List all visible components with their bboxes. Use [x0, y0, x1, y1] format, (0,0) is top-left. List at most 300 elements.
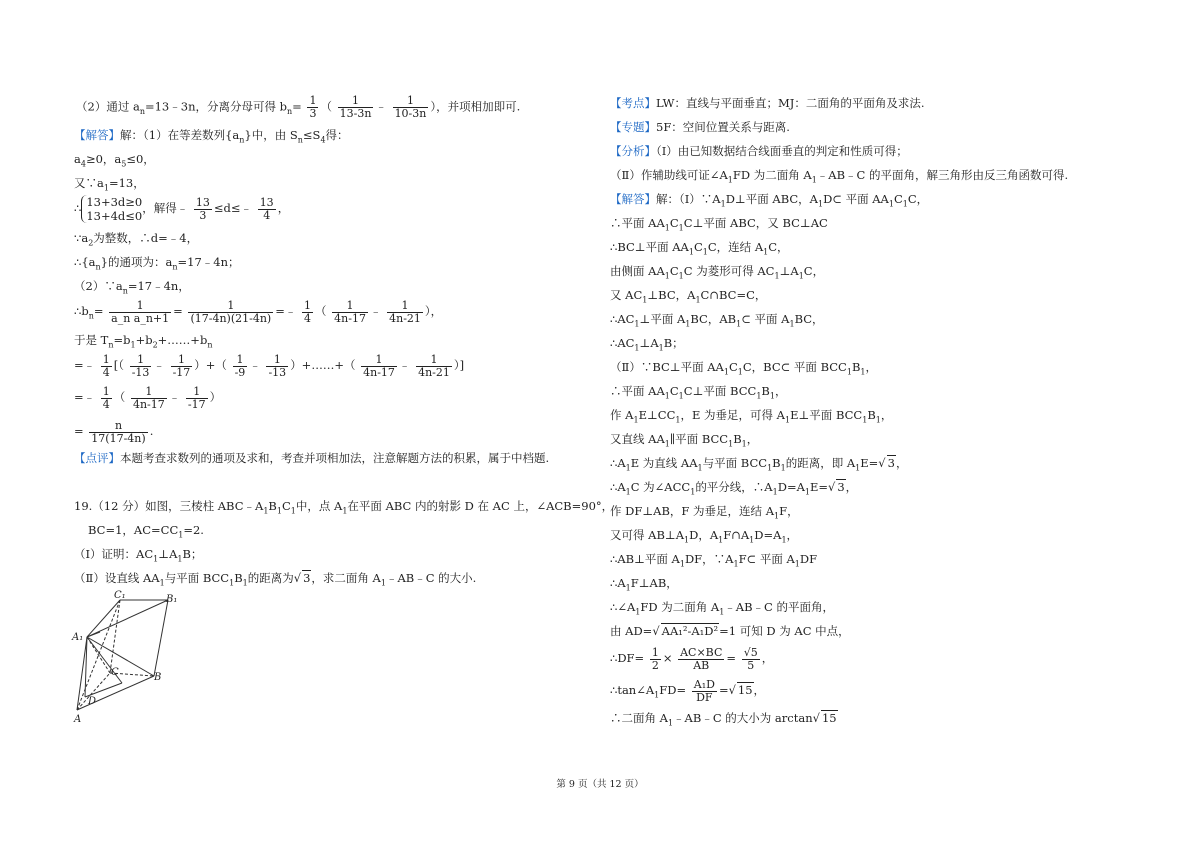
- sqrt: √ 3: [878, 456, 895, 470]
- text: =﹣: [74, 390, 96, 404]
- text: ，E 为垂足，可得 A: [680, 408, 785, 422]
- solution-line: [74, 278, 190, 299]
- question-19: [74, 498, 613, 519]
- text: 解：（1）在等差数列{a: [120, 128, 240, 142]
- analysis-part2: [610, 167, 1068, 188]
- sub: 1: [736, 319, 742, 329]
- text: =13，: [108, 176, 145, 190]
- text: ）: [209, 390, 222, 404]
- fraction: $\frac{1}{4n-21}$: [389, 298, 421, 325]
- text: ⊥平面 A: [639, 312, 686, 326]
- sub: 1: [263, 506, 269, 516]
- tan-formula: [610, 676, 765, 709]
- solution-tag: 【解答】: [74, 128, 120, 142]
- text: 得：: [325, 128, 349, 142]
- sub: 1: [177, 554, 183, 564]
- text: ，: [865, 360, 877, 374]
- text: ∴∠A: [610, 600, 636, 614]
- text: ，: [845, 480, 858, 494]
- sub: 1: [664, 439, 670, 449]
- sub: 1: [159, 578, 165, 588]
- text: BC，AB: [690, 312, 737, 326]
- sub: 1: [695, 295, 701, 305]
- text: 又可得 AB⊥A: [610, 528, 685, 542]
- text: .: [149, 424, 154, 438]
- text: C，: [768, 240, 789, 254]
- solution-line: [74, 230, 198, 251]
- text: E 为直线 AA: [630, 456, 698, 470]
- text: ﹣: [398, 358, 411, 372]
- sub: 1: [794, 559, 800, 569]
- analysis: [610, 143, 908, 159]
- text: ﹣AB﹣C 的平面角，解三角形由反三角函数可得.: [816, 168, 1069, 182]
- sub: 1: [642, 295, 648, 305]
- text: ﹣: [249, 358, 261, 372]
- sub: 1: [664, 391, 670, 401]
- solution-line: [610, 503, 799, 524]
- text: F，: [779, 504, 799, 518]
- final-result: [74, 418, 153, 445]
- solution-tag: 【解答】: [610, 192, 656, 206]
- sub: 2: [152, 340, 158, 350]
- text: E=: [809, 480, 829, 494]
- text: ﹣: [375, 99, 387, 114]
- text: ∴A: [610, 480, 626, 494]
- sub: 1: [625, 463, 631, 473]
- solution-line: [610, 455, 907, 476]
- text: C⊥平面 BCC: [683, 384, 757, 398]
- key-points: [610, 95, 925, 111]
- text: ﹣: [153, 358, 165, 372]
- text: ﹣: [168, 390, 181, 404]
- text: E⊥平面 BCC: [790, 408, 863, 422]
- sub: 1: [756, 391, 762, 401]
- sub: 1: [634, 319, 640, 329]
- sub: 2: [88, 238, 94, 248]
- text: ∴平面 AA: [610, 216, 665, 230]
- sub: 1: [678, 271, 684, 281]
- text: ﹣AB﹣C 的大小为 arctan: [673, 711, 813, 725]
- edge-a1b1: [87, 600, 168, 637]
- text: =13﹣3n，分离分母可得 b: [144, 99, 287, 114]
- fraction: $\frac{1}{-13}$: [268, 352, 287, 379]
- sub: 1: [103, 183, 109, 193]
- edge-a1b: [87, 637, 154, 676]
- sub: 1: [875, 415, 881, 425]
- text: 又∵a: [74, 176, 104, 190]
- text: ∴A: [610, 576, 626, 590]
- text: （2）∵a: [74, 279, 123, 293]
- text: C: [728, 360, 738, 374]
- text: ×: [662, 651, 673, 665]
- sub: 1: [664, 223, 670, 233]
- sub: 1: [675, 415, 681, 425]
- solution-line: [610, 407, 892, 428]
- text: =﹣: [275, 304, 297, 318]
- sub: 1: [684, 535, 690, 545]
- sub: 1: [728, 439, 734, 449]
- text: C 为菱形可得 AC: [683, 264, 775, 278]
- text: ，解得﹣: [142, 201, 189, 215]
- sub: 1: [862, 415, 868, 425]
- text: FD 为二面角 A: [640, 600, 720, 614]
- sub: 1: [654, 690, 660, 700]
- fraction: $\frac{13}{3}$: [195, 195, 210, 222]
- sub: 1: [667, 718, 674, 728]
- text: ，: [895, 456, 908, 470]
- sub: 1: [678, 391, 684, 401]
- text: ∴b: [74, 304, 89, 318]
- text: 于是 T: [74, 333, 109, 347]
- fraction: $\frac{1}{10-3n}$: [394, 94, 427, 120]
- text: ∴DF=: [610, 651, 645, 665]
- text: 解：（Ⅰ）∵A: [656, 192, 721, 206]
- solution-line: [610, 431, 758, 452]
- text: 5F：空间位置关系与距离.: [656, 120, 790, 134]
- fraction: $\frac{1}{(17-4n)(21-4n)}$: [190, 298, 272, 325]
- text: （: [315, 304, 327, 318]
- label-c1: C₁: [114, 590, 126, 601]
- text: B: [268, 499, 277, 513]
- text: ∴A: [610, 456, 626, 470]
- text: =: [93, 304, 104, 318]
- text: ）]: [453, 358, 465, 372]
- sub: 1: [902, 199, 908, 209]
- fraction: $\frac{1}{4}$: [304, 298, 311, 325]
- sub: 1: [625, 487, 631, 497]
- text: F∩A: [723, 528, 750, 542]
- text: ∴AB⊥平面 A: [610, 552, 680, 566]
- text: （: [113, 390, 126, 404]
- text: [（: [113, 358, 125, 372]
- text: ≤d≤﹣: [213, 201, 253, 215]
- text: ）+……+（: [290, 358, 356, 372]
- sub: 1: [817, 199, 824, 209]
- text: ），并项相加即可.: [430, 99, 521, 114]
- text: ）+（: [194, 358, 227, 372]
- text: B；: [663, 336, 684, 350]
- sub: 1: [658, 343, 664, 353]
- solution-line: [610, 335, 684, 356]
- sub: 1: [718, 535, 724, 545]
- label-b: B: [154, 672, 162, 683]
- sub: 1: [720, 199, 726, 209]
- question-19-part2: [74, 570, 476, 591]
- inequality-system: [74, 194, 289, 223]
- sub: 1: [276, 506, 282, 516]
- sub: 1: [727, 175, 733, 185]
- text: D=A: [754, 528, 782, 542]
- solution-line: [610, 479, 857, 500]
- text: =: [726, 651, 737, 665]
- text: ⊂ 平面 A: [741, 312, 790, 326]
- fraction: $\frac{1}{-17}$: [172, 352, 191, 379]
- sub: 1: [723, 367, 729, 377]
- text: C: [669, 216, 679, 230]
- sub: 1: [719, 607, 725, 617]
- sub: 1: [153, 554, 159, 564]
- sub: 1: [860, 367, 866, 377]
- sub: n: [88, 311, 94, 321]
- sub: 1: [290, 506, 296, 516]
- sub: 1: [688, 247, 694, 257]
- sub: 1: [635, 607, 641, 617]
- text: C，: [907, 192, 929, 206]
- solution-line: [610, 551, 817, 572]
- equation-system: 13+3d≥0 13+4d≤0: [81, 195, 142, 223]
- text: （2）通过 a: [76, 99, 140, 114]
- fraction: $\frac{AC\times BC}{AB}$: [680, 645, 723, 672]
- sub: n: [297, 135, 303, 145]
- text: ，求二面角 A: [311, 571, 381, 585]
- telescoping-result: [74, 384, 221, 411]
- sub: 1: [767, 463, 773, 473]
- text: ∴{a: [74, 255, 96, 269]
- text: ，: [746, 432, 759, 446]
- sub: 1: [774, 271, 780, 281]
- fraction: $\frac{n}{17(17-4n)}$: [91, 418, 146, 445]
- sub: 1: [178, 530, 184, 540]
- sub: 1: [625, 583, 631, 593]
- sub: 1: [789, 319, 795, 329]
- solution-line: [610, 239, 789, 260]
- page-footer: 第 9 页（共 12 页）: [556, 779, 644, 790]
- text: =1 可知 D 为 AC 中点，: [719, 624, 850, 638]
- solution-line: [610, 359, 877, 380]
- text: =: [74, 424, 84, 438]
- text: C 为∠ACC: [630, 480, 691, 494]
- text: 与平面 BCC: [164, 571, 230, 585]
- fraction: $\frac{1}{3}$: [309, 94, 317, 120]
- text: 与平面 BCC: [702, 456, 768, 470]
- text: =2.: [183, 523, 204, 537]
- text: ∴AC: [610, 336, 635, 350]
- solution-line: [610, 527, 798, 548]
- text: =: [718, 683, 729, 697]
- sub: 1: [846, 367, 852, 377]
- prism-figure: [70, 590, 190, 730]
- fraction: $\frac{√5}{5}$: [743, 645, 758, 672]
- text: B: [733, 432, 742, 446]
- text: ，: [761, 651, 774, 665]
- sub: 1: [697, 463, 703, 473]
- fraction: $\frac{13}{4}$: [259, 195, 274, 222]
- question-19-part1: [74, 546, 202, 567]
- text: ≤S: [302, 128, 321, 142]
- text: B；: [182, 547, 203, 561]
- solution-line: [610, 311, 824, 332]
- sqrt: √ AA₁²-A₁D²: [652, 624, 719, 638]
- sub: n: [122, 286, 128, 296]
- review-tag: 【点评】: [74, 451, 120, 465]
- sub: 1: [690, 487, 696, 497]
- sub: 5: [121, 159, 127, 169]
- edge-b1b: [154, 600, 168, 676]
- text: 又 AC: [610, 288, 643, 302]
- sub: 1: [679, 559, 685, 569]
- text: C: [669, 384, 679, 398]
- text: F⊂ 平面 A: [738, 552, 795, 566]
- sub: n: [95, 262, 101, 272]
- sub: 1: [130, 340, 136, 350]
- question-19-given: [88, 522, 204, 543]
- topic-tag: 【专题】: [610, 120, 656, 134]
- label-c: C: [111, 667, 119, 678]
- text: 19.（12 分）如图，三棱柱 ABC﹣A: [74, 499, 264, 513]
- text: 的距离为: [247, 571, 294, 585]
- text: C，BC⊂ 平面 BCC: [742, 360, 847, 374]
- solution-line: [74, 254, 240, 275]
- sub: 1: [772, 487, 778, 497]
- text: 的平分线，∴A: [695, 480, 773, 494]
- sub: 1: [737, 367, 743, 377]
- text: （: [320, 99, 332, 114]
- text: ∵a: [74, 231, 89, 245]
- text: FD=: [659, 683, 687, 697]
- fraction: $\frac{1}{4n-17}$: [363, 352, 395, 379]
- text: =: [292, 99, 302, 114]
- text: ⊥A: [639, 336, 659, 350]
- sub: 1: [798, 271, 804, 281]
- telescoping-sum: [74, 352, 464, 379]
- text: ≤0，: [126, 152, 155, 166]
- text: D，A: [689, 528, 719, 542]
- label-d: D: [88, 696, 97, 707]
- sub: 1: [774, 511, 780, 521]
- text: =17﹣4n，: [127, 279, 190, 293]
- text: LW：直线与平面垂直；MJ：二面角的平面角及求法.: [656, 96, 925, 110]
- text: ∴AC: [610, 312, 635, 326]
- text: 由侧面 AA: [610, 264, 665, 278]
- text: （Ⅱ）设直线 AA: [74, 571, 160, 585]
- text: D⊂ 平面 AA: [823, 192, 889, 206]
- text: a: [74, 152, 81, 166]
- text: ﹣AB﹣C 的大小.: [385, 571, 477, 585]
- fraction: $\frac{1}{4}$: [102, 384, 110, 411]
- analysis-part2: [76, 95, 520, 120]
- text: ，: [277, 201, 290, 215]
- text: ∴: [74, 201, 82, 215]
- sub: 1: [741, 439, 747, 449]
- text: C: [893, 192, 903, 206]
- sub: 1: [380, 578, 386, 588]
- sub: n: [139, 106, 145, 116]
- text: C: [281, 499, 291, 513]
- fraction: $\frac{1}{4n-21}$: [418, 352, 450, 379]
- text: BC，: [794, 312, 824, 326]
- edge-c1a1: [87, 600, 120, 637]
- fraction: $\frac{1}{2}$: [651, 645, 659, 672]
- text: ⊥BC，A: [647, 288, 696, 302]
- fraction: $\frac{\text{A₁D}}{DF}$: [693, 677, 715, 704]
- text: F⊥AB，: [630, 576, 678, 590]
- solution-line: [610, 599, 834, 620]
- text: B: [761, 384, 770, 398]
- df-formula: [610, 644, 773, 672]
- text: C，: [803, 264, 825, 278]
- text: ﹣: [369, 304, 382, 318]
- text: ，: [774, 384, 787, 398]
- fraction: $\frac{1}{4}$: [102, 352, 110, 379]
- text: ∴平面 AA: [610, 384, 665, 398]
- text: 作 A: [610, 408, 634, 422]
- topic: [610, 119, 790, 135]
- text: +b: [135, 333, 153, 347]
- sub: n: [108, 340, 114, 350]
- solution-line: [74, 151, 155, 172]
- text: （Ⅱ）作辅助线可证∠A: [610, 168, 728, 182]
- sub: 1: [229, 578, 235, 588]
- text: ），: [424, 304, 443, 318]
- solution-line: [610, 263, 824, 284]
- sub: 1: [664, 271, 670, 281]
- text: D⊥平面 ABC，A: [725, 192, 818, 206]
- text: +……+b: [157, 333, 208, 347]
- ad-formula: [610, 620, 850, 642]
- text: ≥0，a: [85, 152, 122, 166]
- sub: 1: [634, 343, 640, 353]
- text: B: [851, 360, 861, 374]
- sub: 1: [855, 463, 861, 473]
- edge-a1c: [87, 637, 110, 673]
- fraction: $\frac{1}{-9}$: [234, 352, 246, 379]
- analysis-tag: 【分析】: [610, 144, 656, 158]
- solution-line: [610, 575, 678, 596]
- text: 中，点 A: [295, 499, 343, 513]
- text: 为整数，∴d=﹣4，: [93, 231, 199, 245]
- fraction: $\frac{1}{4n-17}$: [334, 298, 366, 325]
- text: ∥平面 BCC: [669, 432, 729, 446]
- text: 的距离，即 A: [785, 456, 856, 470]
- keypoint-tag: 【考点】: [610, 96, 656, 110]
- text: B: [867, 408, 876, 422]
- text: DF，∵A: [684, 552, 734, 566]
- solution-intro: [610, 191, 928, 212]
- text: C∩BC=C，: [700, 288, 767, 302]
- text: =﹣: [74, 358, 96, 372]
- text: =b: [113, 333, 131, 347]
- text: 本题考查求数列的通项及求和，考查并项相加法，注意解题方法的积累，属于中档题.: [120, 451, 550, 465]
- text: FD 为二面角 A: [732, 168, 812, 182]
- sub: 1: [702, 247, 708, 257]
- text: C，连结 A: [707, 240, 764, 254]
- text: （Ⅰ）证明：AC: [74, 547, 154, 561]
- text: 作 DF⊥AB，F 为垂足，连结 A: [610, 504, 775, 518]
- label-a1: A₁: [72, 632, 84, 643]
- sqrt: √ 15: [728, 683, 753, 697]
- solution-conclusion: [610, 710, 838, 731]
- text: B: [234, 571, 243, 585]
- text: }的通项为：a: [100, 255, 173, 269]
- text: BC=1，AC=CC: [88, 523, 179, 537]
- sub: 1: [633, 415, 639, 425]
- text: ⊥A: [779, 264, 799, 278]
- sub: 4: [80, 159, 86, 169]
- sub: n: [207, 340, 213, 350]
- sub: 1: [678, 223, 684, 233]
- sub: n: [239, 135, 245, 145]
- text: ⊥A: [158, 547, 178, 561]
- solution-line: [610, 287, 766, 308]
- sub: 1: [784, 415, 791, 425]
- text: 由 AD=: [610, 624, 653, 638]
- sub: 1: [811, 175, 817, 185]
- sub: 1: [242, 578, 248, 588]
- text: ∴tan∠A: [610, 683, 655, 697]
- text: ∴BC⊥平面 AA: [610, 240, 689, 254]
- text: D=A: [777, 480, 805, 494]
- text: ﹣AB﹣C 的平面角，: [724, 600, 834, 614]
